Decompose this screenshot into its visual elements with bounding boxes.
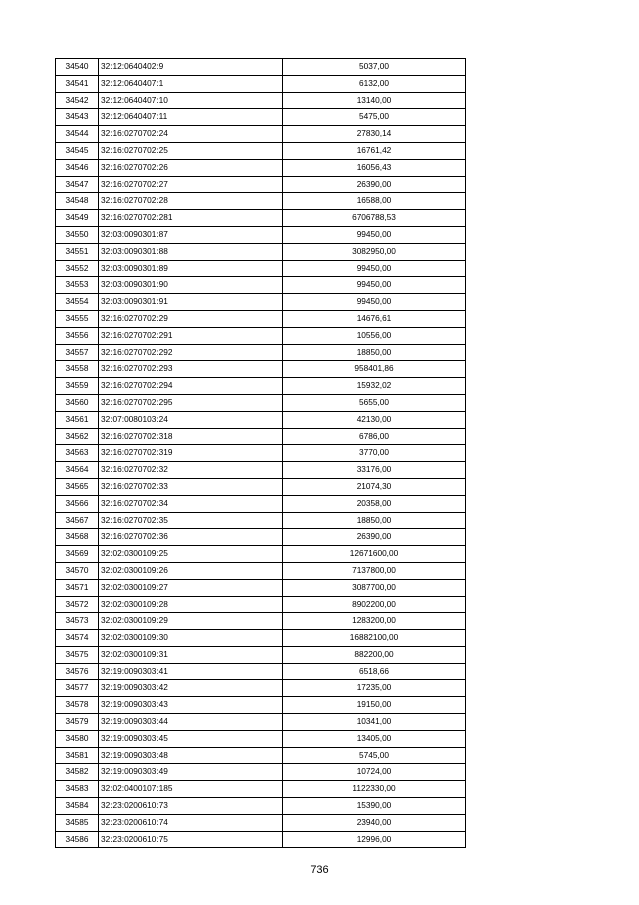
cadastral-number-cell: 32:16:0270702:36 [99,529,283,546]
table-row [56,764,466,781]
table-row [56,814,466,831]
value-cell: 5745,00 [283,747,466,764]
table-row [56,193,466,210]
row-number-cell: 34550 [56,226,99,243]
cadastral-number-cell: 32:02:0300109:26 [99,562,283,579]
cadastral-number-cell: 32:12:0640407:11 [99,109,283,126]
row-number-cell: 34567 [56,512,99,529]
cadastral-number-cell: 32:19:0090303:42 [99,680,283,697]
value-cell: 1122330,00 [283,781,466,798]
table-row [56,310,466,327]
cadastral-number-cell: 32:16:0270702:319 [99,445,283,462]
table-row [56,562,466,579]
cadastral-number-cell: 32:16:0270702:34 [99,495,283,512]
value-cell: 958401,86 [283,361,466,378]
value-cell: 26390,00 [283,176,466,193]
cadastral-number-cell: 32:23:0200610:75 [99,831,283,848]
cadastral-number-cell: 32:19:0090303:49 [99,764,283,781]
table-body [56,59,466,848]
value-cell: 5475,00 [283,109,466,126]
row-number-cell: 34578 [56,697,99,714]
table-row [56,697,466,714]
cadastral-number-cell: 32:03:0090301:87 [99,226,283,243]
value-cell: 882200,00 [283,646,466,663]
row-number-cell: 34581 [56,747,99,764]
table-row [56,445,466,462]
row-number-cell: 34583 [56,781,99,798]
row-number-cell: 34577 [56,680,99,697]
row-number-cell: 34559 [56,378,99,395]
value-cell: 6518,66 [283,663,466,680]
table-row [56,428,466,445]
row-number-cell: 34564 [56,462,99,479]
value-cell: 99450,00 [283,277,466,294]
value-cell: 16761,42 [283,142,466,159]
cadastral-number-cell: 32:03:0090301:91 [99,294,283,311]
table-row [56,59,466,76]
row-number-cell: 34556 [56,327,99,344]
row-number-cell: 34575 [56,646,99,663]
row-number-cell: 34565 [56,478,99,495]
value-cell: 27830,14 [283,126,466,143]
value-cell: 7137800,00 [283,562,466,579]
row-number-cell: 34554 [56,294,99,311]
value-cell: 18850,00 [283,512,466,529]
value-cell: 6706788,53 [283,210,466,227]
table-row [56,142,466,159]
table-row [56,260,466,277]
table-row [56,646,466,663]
row-number-cell: 34540 [56,59,99,76]
cadastral-number-cell: 32:03:0090301:90 [99,277,283,294]
cadastral-number-cell: 32:16:0270702:27 [99,176,283,193]
cadastral-number-cell: 32:16:0270702:295 [99,394,283,411]
value-cell: 20358,00 [283,495,466,512]
value-cell: 99450,00 [283,294,466,311]
cadastral-number-cell: 32:16:0270702:24 [99,126,283,143]
value-cell: 10724,00 [283,764,466,781]
cadastral-value-table [55,58,466,848]
row-number-cell: 34545 [56,142,99,159]
value-cell: 99450,00 [283,260,466,277]
table-row [56,596,466,613]
table-row [56,294,466,311]
cadastral-number-cell: 32:16:0270702:318 [99,428,283,445]
row-number-cell: 34569 [56,546,99,563]
table-row [56,546,466,563]
cadastral-number-cell: 32:03:0090301:89 [99,260,283,277]
value-cell: 6132,00 [283,75,466,92]
cadastral-number-cell: 32:02:0300109:29 [99,613,283,630]
value-cell: 12671600,00 [283,546,466,563]
table-row [56,630,466,647]
value-cell: 10341,00 [283,714,466,731]
value-cell: 13405,00 [283,730,466,747]
cadastral-number-cell: 32:23:0200610:73 [99,798,283,815]
cadastral-number-cell: 32:02:0300109:27 [99,579,283,596]
row-number-cell: 34560 [56,394,99,411]
cadastral-number-cell: 32:16:0270702:28 [99,193,283,210]
value-cell: 26390,00 [283,529,466,546]
cadastral-number-cell: 32:02:0300109:28 [99,596,283,613]
row-number-cell: 34568 [56,529,99,546]
row-number-cell: 34563 [56,445,99,462]
cadastral-number-cell: 32:19:0090303:45 [99,730,283,747]
row-number-cell: 34547 [56,176,99,193]
cadastral-number-cell: 32:19:0090303:48 [99,747,283,764]
table-row [56,714,466,731]
row-number-cell: 34548 [56,193,99,210]
row-number-cell: 34561 [56,411,99,428]
table-row [56,75,466,92]
value-cell: 5655,00 [283,394,466,411]
row-number-cell: 34552 [56,260,99,277]
row-number-cell: 34542 [56,92,99,109]
cadastral-number-cell: 32:23:0200610:74 [99,814,283,831]
table-row [56,327,466,344]
cadastral-number-cell: 32:12:0640407:10 [99,92,283,109]
value-cell: 3770,00 [283,445,466,462]
row-number-cell: 34555 [56,310,99,327]
cadastral-number-cell: 32:16:0270702:25 [99,142,283,159]
table-row [56,831,466,848]
value-cell: 17235,00 [283,680,466,697]
row-number-cell: 34574 [56,630,99,647]
table-row [56,344,466,361]
table-row [56,495,466,512]
table-row [56,277,466,294]
row-number-cell: 34546 [56,159,99,176]
row-number-cell: 34586 [56,831,99,848]
row-number-cell: 34571 [56,579,99,596]
row-number-cell: 34553 [56,277,99,294]
table-row [56,462,466,479]
cadastral-number-cell: 32:16:0270702:33 [99,478,283,495]
table-row [56,109,466,126]
row-number-cell: 34562 [56,428,99,445]
value-cell: 1283200,00 [283,613,466,630]
row-number-cell: 34585 [56,814,99,831]
row-number-cell: 34566 [56,495,99,512]
row-number-cell: 34584 [56,798,99,815]
value-cell: 5037,00 [283,59,466,76]
table-row [56,512,466,529]
cadastral-number-cell: 32:02:0300109:31 [99,646,283,663]
table-row [56,663,466,680]
cadastral-number-cell: 32:16:0270702:292 [99,344,283,361]
row-number-cell: 34541 [56,75,99,92]
table-row [56,613,466,630]
table-row [56,210,466,227]
row-number-cell: 34582 [56,764,99,781]
cadastral-number-cell: 32:19:0090303:43 [99,697,283,714]
cadastral-number-cell: 32:19:0090303:41 [99,663,283,680]
row-number-cell: 34580 [56,730,99,747]
row-number-cell: 34573 [56,613,99,630]
table-row [56,478,466,495]
table-row [56,579,466,596]
cadastral-number-cell: 32:12:0640402:9 [99,59,283,76]
cadastral-number-cell: 32:16:0270702:294 [99,378,283,395]
cadastral-number-cell: 32:03:0090301:88 [99,243,283,260]
row-number-cell: 34544 [56,126,99,143]
value-cell: 42130,00 [283,411,466,428]
table-row [56,394,466,411]
row-number-cell: 34576 [56,663,99,680]
table-row [56,529,466,546]
cadastral-number-cell: 32:02:0300109:25 [99,546,283,563]
value-cell: 16588,00 [283,193,466,210]
cadastral-number-cell: 32:19:0090303:44 [99,714,283,731]
table-row [56,176,466,193]
value-cell: 23940,00 [283,814,466,831]
table-row [56,781,466,798]
page-number: 736 [310,864,329,876]
table-row [56,226,466,243]
value-cell: 16882100,00 [283,630,466,647]
value-cell: 21074,30 [283,478,466,495]
value-cell: 10556,00 [283,327,466,344]
value-cell: 3087700,00 [283,579,466,596]
cadastral-number-cell: 32:16:0270702:26 [99,159,283,176]
value-cell: 99450,00 [283,226,466,243]
cadastral-number-cell: 32:16:0270702:35 [99,512,283,529]
cadastral-number-cell: 32:02:0400107:185 [99,781,283,798]
cadastral-number-cell: 32:16:0270702:291 [99,327,283,344]
value-cell: 13140,00 [283,92,466,109]
row-number-cell: 34549 [56,210,99,227]
cadastral-number-cell: 32:12:0640407:1 [99,75,283,92]
table-row [56,411,466,428]
value-cell: 33176,00 [283,462,466,479]
row-number-cell: 34572 [56,596,99,613]
value-cell: 19150,00 [283,697,466,714]
table-row [56,747,466,764]
table-row [56,378,466,395]
value-cell: 6786,00 [283,428,466,445]
cadastral-number-cell: 32:16:0270702:293 [99,361,283,378]
value-cell: 12996,00 [283,831,466,848]
cadastral-number-cell: 32:16:0270702:281 [99,210,283,227]
table-row [56,243,466,260]
value-cell: 18850,00 [283,344,466,361]
row-number-cell: 34579 [56,714,99,731]
table-row [56,730,466,747]
row-number-cell: 34543 [56,109,99,126]
row-number-cell: 34558 [56,361,99,378]
table-row [56,361,466,378]
cadastral-number-cell: 32:16:0270702:29 [99,310,283,327]
row-number-cell: 34551 [56,243,99,260]
value-cell: 15390,00 [283,798,466,815]
value-cell: 3082950,00 [283,243,466,260]
table-row [56,159,466,176]
value-cell: 8902200,00 [283,596,466,613]
table-row [56,798,466,815]
cadastral-number-cell: 32:07:0080103:24 [99,411,283,428]
cadastral-number-cell: 32:16:0270702:32 [99,462,283,479]
table-row [56,126,466,143]
value-cell: 16056,43 [283,159,466,176]
cadastral-number-cell: 32:02:0300109:30 [99,630,283,647]
table-row [56,92,466,109]
value-cell: 14676,61 [283,310,466,327]
row-number-cell: 34557 [56,344,99,361]
row-number-cell: 34570 [56,562,99,579]
table-row [56,680,466,697]
value-cell: 15932,02 [283,378,466,395]
